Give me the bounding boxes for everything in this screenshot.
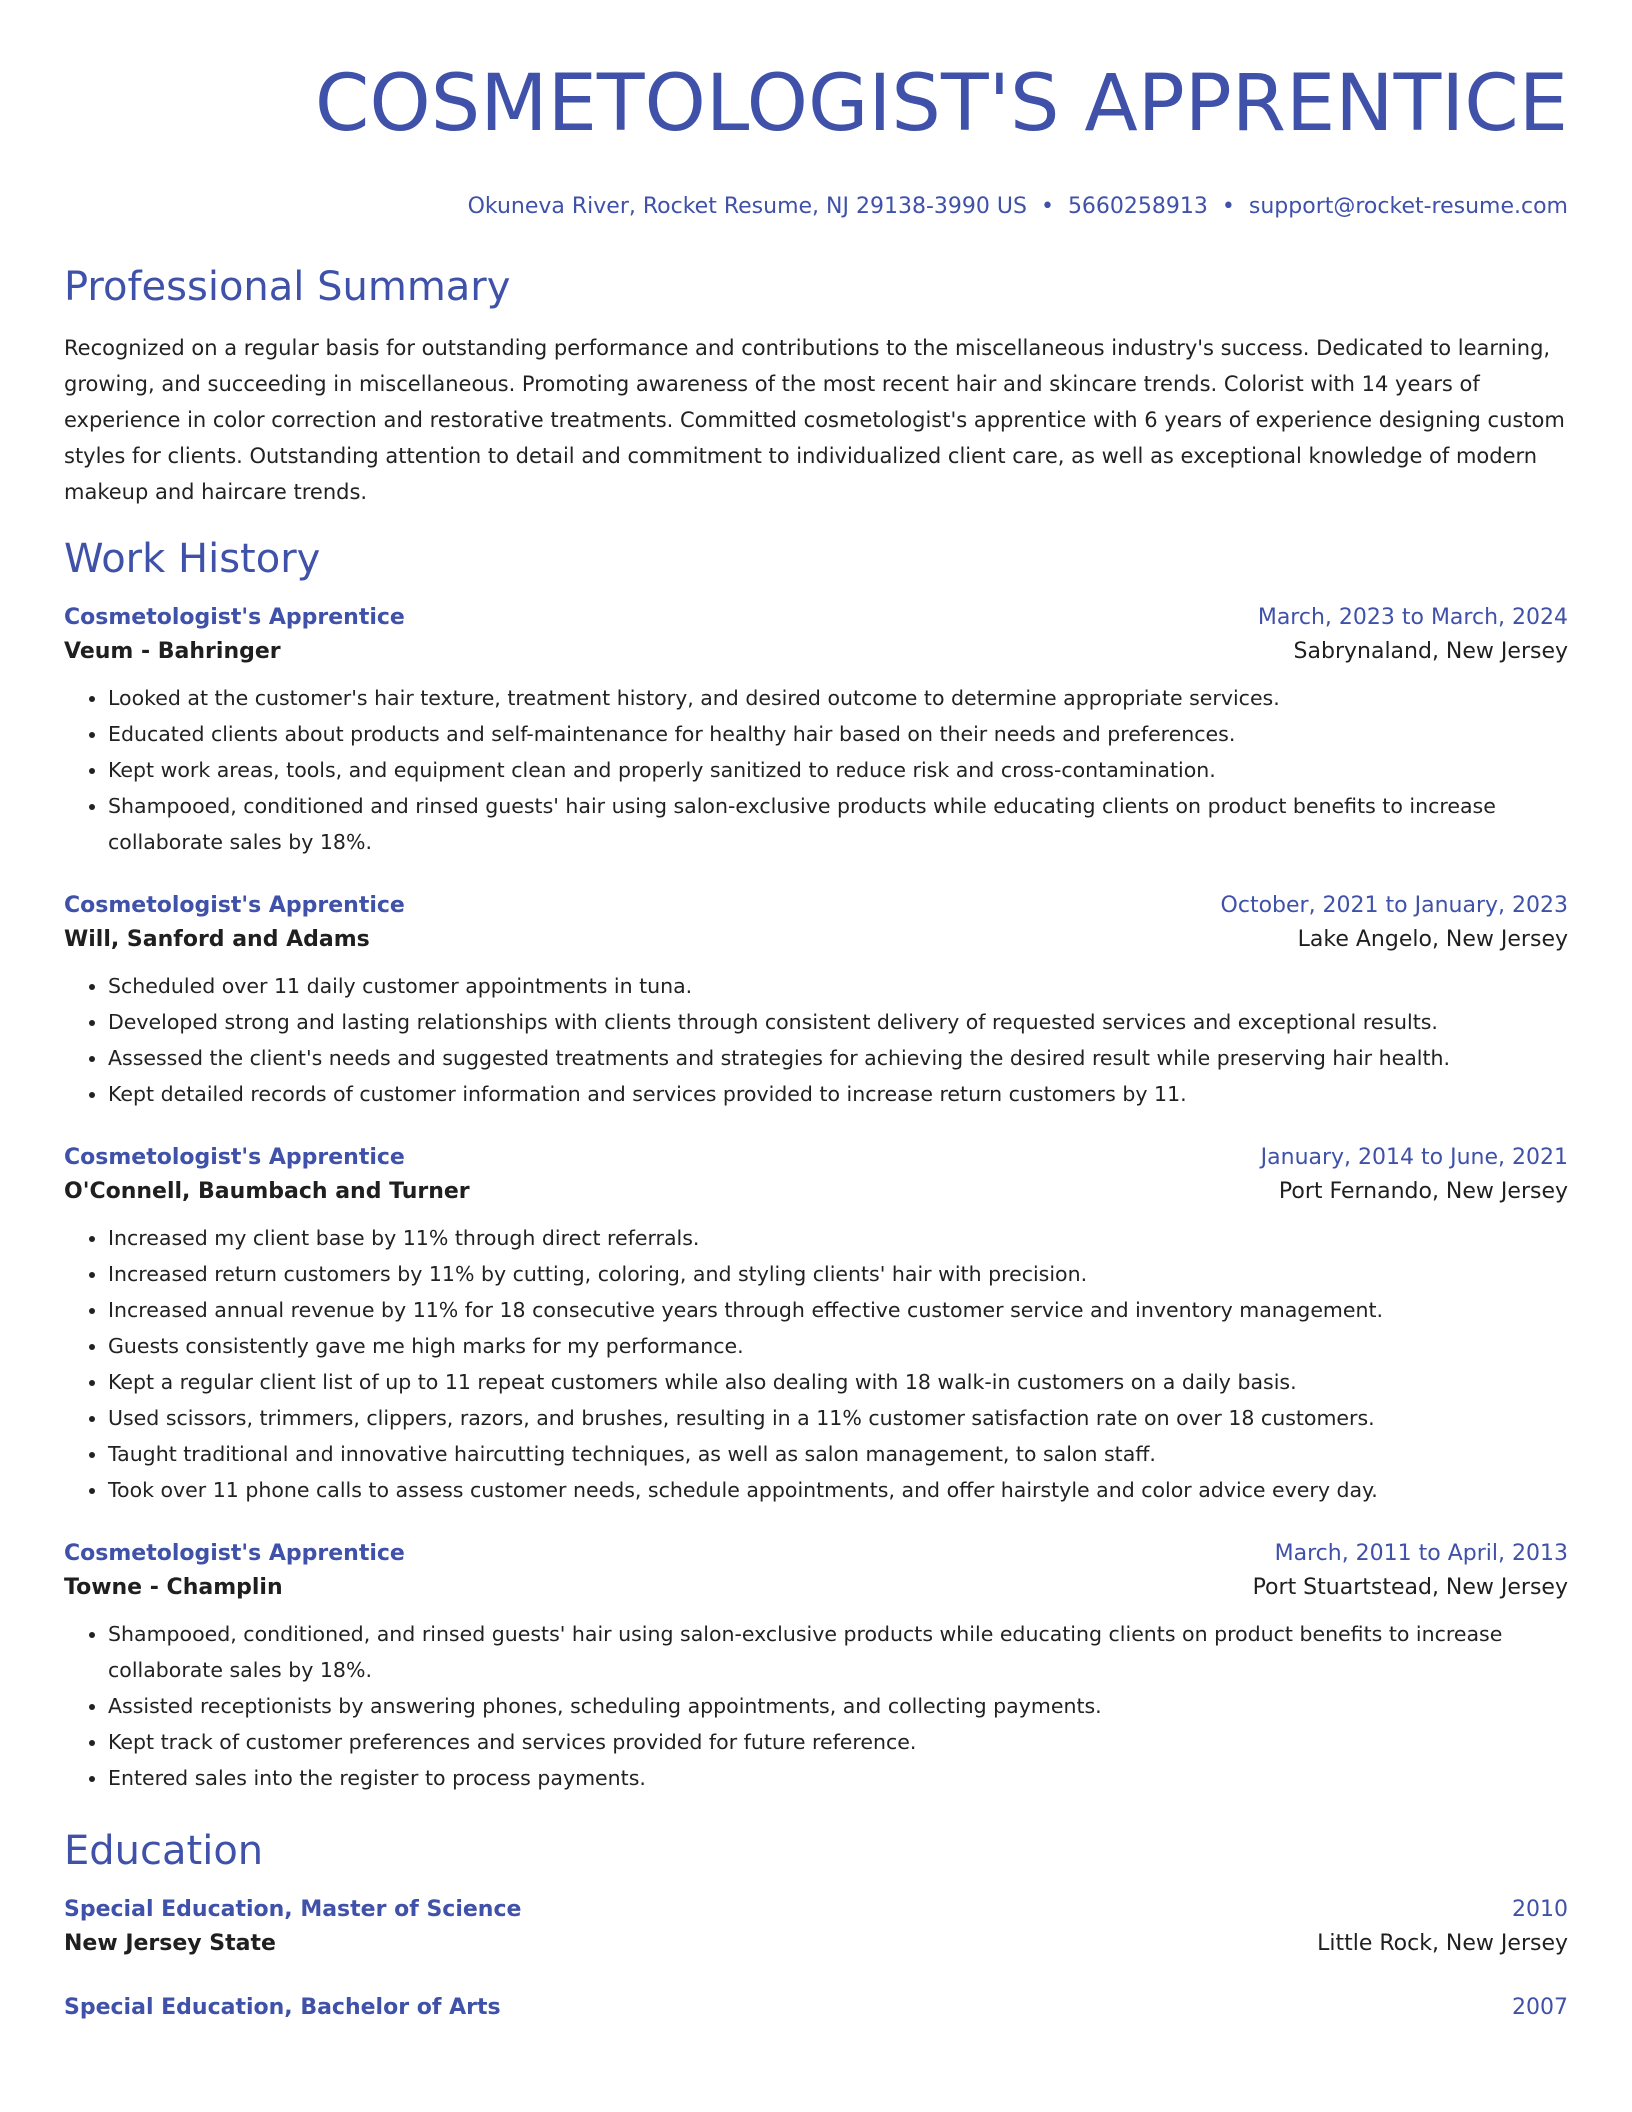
education-degree: Special Education, Bachelor of Arts (64, 1995, 501, 2020)
job-bullet: • Assessed the client's needs and suggested treatments and strategies for achieving the desired result while preserving hair health. (108, 1040, 1568, 1076)
contact-line (64, 192, 1568, 222)
job-bullet: • Shampooed, conditioned, and rinsed guests' hair using salon-exclusive products while educating clients on product benefits to increase collaborate sales by 18%. (108, 1616, 1568, 1688)
job-bullet: • Increased my client base by 11% through direct referrals. (108, 1220, 1568, 1256)
job-dates: January, 2014 to June, 2021 (1260, 1145, 1568, 1170)
job-dates: October, 2021 to January, 2023 (1220, 893, 1568, 918)
education-year: 2007 (1512, 1995, 1568, 2020)
job-entry (64, 890, 1568, 1112)
summary-text: Recognized on a regular basis for outstanding performance and contributions to the miscellaneous industry's success. Dedicated to learning, growing, and succeeding in miscellaneous. Promoting awareness of the most recent hair and skincare trends. Colorist with 14 years of experience in color correction and restorative treatments. Committed cosmetologist's apprentice with 6 years of experience designing custom styles for clients. Outstanding attention to detail and commitment to individualized client care, as well as exceptional knowledge of modern makeup and haircare trends. (64, 336, 1565, 504)
job-bullet: • Assisted receptionists by answering phones, scheduling appointments, and collecting payments. (108, 1688, 1568, 1724)
contact-phone: 5660258913 (1067, 194, 1208, 219)
job-dates: March, 2011 to April, 2013 (1274, 1541, 1568, 1566)
job-bullet: • Developed strong and lasting relationships with clients through consistent delivery of requested services and exceptional results. (108, 1004, 1568, 1040)
job-dates: March, 2023 to March, 2024 (1257, 605, 1568, 630)
summary-heading: Professional Summary (64, 264, 511, 310)
job-employer: Veum - Bahringer (64, 639, 281, 664)
education-degree: Special Education, Master of Science (64, 1897, 522, 1922)
education-location: Little Rock, New Jersey (1317, 1931, 1568, 1956)
education-heading: Education (64, 1828, 264, 1874)
education-year: 2010 (1512, 1897, 1568, 1922)
contact-email[interactable]: support@rocket-resume.com (1248, 194, 1568, 219)
job-bullet: • Scheduled over 11 daily customer appointments in tuna. (108, 968, 1568, 1004)
job-bullet: • Increased return customers by 11% by cutting, coloring, and styling clients' hair with precision. (108, 1256, 1568, 1292)
education-entry (64, 1992, 1568, 2024)
job-title: Cosmetologist's Apprentice (64, 1145, 405, 1170)
job-bullet: • Entered sales into the register to process payments. (108, 1760, 1568, 1796)
work-history-heading: Work History (64, 536, 321, 582)
job-title: Cosmetologist's Apprentice (64, 605, 405, 630)
job-bullet: • Looked at the customer's hair texture, treatment history, and desired outcome to determine appropriate services. (108, 680, 1568, 716)
job-bullet: • Increased annual revenue by 11% for 18 consecutive years through effective customer service and inventory management. (108, 1292, 1568, 1328)
job-entry (64, 1142, 1568, 1508)
contact-address: Okuneva River, Rocket Resume, NJ 29138-3990 US (467, 194, 1027, 219)
resume-name: COSMETOLOGIST'S APPRENTICE (314, 59, 1568, 149)
job-bullet: • Took over 11 phone calls to assess customer needs, schedule appointments, and offer hairstyle and color advice every day. (108, 1472, 1568, 1508)
job-bullet: • Taught traditional and innovative haircutting techniques, as well as salon management, to salon staff. (108, 1436, 1568, 1472)
job-bullet: • Kept track of customer preferences and services provided for future reference. (108, 1724, 1568, 1760)
job-location: Port Stuartstead, New Jersey (1252, 1575, 1568, 1600)
job-employer: Towne - Champlin (64, 1575, 283, 1600)
job-bullet: • Guests consistently gave me high marks for my performance. (108, 1328, 1568, 1364)
job-bullet: • Kept work areas, tools, and equipment clean and properly sanitized to reduce risk and cross-contamination. (108, 752, 1568, 788)
job-bullets (64, 1220, 1568, 1508)
education-entry (64, 1894, 1568, 1962)
job-location: Lake Angelo, New Jersey (1297, 927, 1568, 952)
job-entry (64, 602, 1568, 860)
job-title: Cosmetologist's Apprentice (64, 1541, 405, 1566)
job-bullet: • Kept detailed records of customer information and services provided to increase return customers by 11. (108, 1076, 1568, 1112)
job-bullet: • Shampooed, conditioned and rinsed guests' hair using salon-exclusive products while educating clients on product benefits to increase collaborate sales by 18%. (108, 788, 1568, 860)
job-bullet: • Educated clients about products and self-maintenance for healthy hair based on their needs and preferences. (108, 716, 1568, 752)
contact-separator: • (1221, 194, 1235, 219)
job-location: Port Fernando, New Jersey (1278, 1179, 1568, 1204)
job-bullet: • Kept a regular client list of up to 11 repeat customers while also dealing with 18 walk-in customers on a daily basis. (108, 1364, 1568, 1400)
contact-separator: • (1040, 194, 1054, 219)
education-school: New Jersey State (64, 1931, 276, 1956)
job-bullet: • Used scissors, trimmers, clippers, razors, and brushes, resulting in a 11% customer satisfaction rate on over 18 customers. (108, 1400, 1568, 1436)
job-location: Sabrynaland, New Jersey (1293, 639, 1568, 664)
job-entry (64, 1538, 1568, 1796)
job-title: Cosmetologist's Apprentice (64, 893, 405, 918)
job-bullets (64, 968, 1568, 1112)
job-employer: Will, Sanford and Adams (64, 927, 370, 952)
job-bullets (64, 1616, 1568, 1796)
job-bullets (64, 680, 1568, 860)
job-employer: O'Connell, Baumbach and Turner (64, 1179, 470, 1204)
